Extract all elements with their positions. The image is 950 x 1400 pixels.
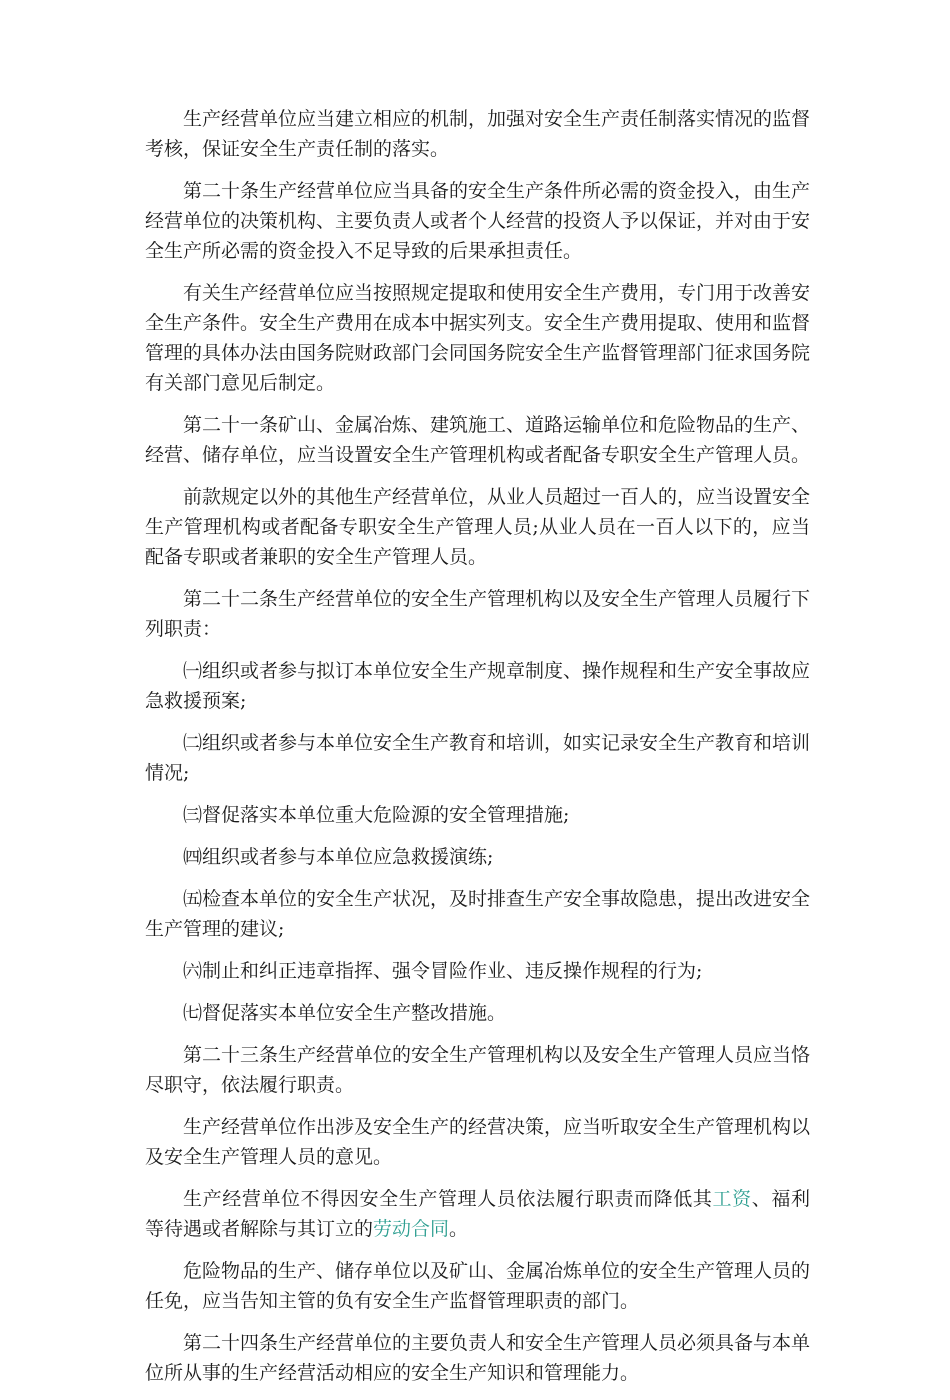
paragraph-responsibility-mechanism: 生产经营单位应当建立相应的机制，加强对安全生产责任制落实情况的监督考核，保证安全生产责任制的落实。 xyxy=(145,108,811,160)
list-item-duty-7: ㈦督促落实本单位安全生产整改措施。 xyxy=(183,1002,507,1024)
wages-link[interactable]: 工资 xyxy=(712,1188,752,1210)
paragraph-article-23: 第二十三条生产经营单位的安全生产管理机构以及安全生产管理人员应当恪尽职守，依法履行职责。 xyxy=(145,1044,811,1096)
paragraph-wages-contract xyxy=(145,1184,810,1244)
paragraph-article-22: 第二十二条生产经营单位的安全生产管理机构以及安全生产管理人员履行下列职责： xyxy=(145,588,811,640)
paragraph-appointment-notice: 危险物品的生产、储存单位以及矿山、金属冶炼单位的安全生产管理人员的任免，应当告知主管的负有安全生产监督管理职责的部门。 xyxy=(145,1260,811,1312)
list-item-duty-5: ㈤检查本单位的安全生产状况，及时排查生产安全事故隐患，提出改进安全生产管理的建议; xyxy=(145,888,811,940)
list-item-duty-4: ㈣组织或者参与本单位应急救援演练; xyxy=(183,846,494,868)
paragraph-business-decisions: 生产经营单位作出涉及安全生产的经营决策，应当听取安全生产管理机构以及安全生产管理人员的意见。 xyxy=(145,1116,811,1168)
paragraph-article-20: 第二十条生产经营单位应当具备的安全生产条件所必需的资金投入，由生产经营单位的决策机构、主要负责人或者个人经营的投资人予以保证，并对由于安全生产所必需的资金投入不足导致的后果承担责任。 xyxy=(145,180,811,262)
paragraph-other-units: 前款规定以外的其他生产经营单位，从业人员超过一百人的，应当设置安全生产管理机构或者配备专职安全生产管理人员;从业人员在一百人以下的，应当配备专职或者兼职的安全生产管理人员。 xyxy=(145,486,811,568)
list-item-duty-1: ㈠组织或者参与拟订本单位安全生产规章制度、操作规程和生产安全事故应急救援预案; xyxy=(145,660,811,712)
paragraph-article-21: 第二十一条矿山、金属冶炼、建筑施工、道路运输单位和危险物品的生产、经营、储存单位，应当设置安全生产管理机构或者配备专职安全生产管理人员。 xyxy=(145,414,811,466)
paragraph-safety-fees: 有关生产经营单位应当按照规定提取和使用安全生产费用，专门用于改善安全生产条件。安全生产费用在成本中据实列支。安全生产费用提取、使用和监督管理的具体办法由国务院财政部门会同国务院安全生产监督管理部门征求国务院有关部门意见后制定。 xyxy=(145,282,811,394)
paragraph-text: 。 xyxy=(449,1218,469,1240)
paragraph-text: 、福利等待遇或者解除与其订立的 xyxy=(145,1188,810,1240)
paragraph-text: 生产经营单位不得因安全生产管理人员依法履行职责而降低其 xyxy=(183,1188,713,1210)
list-item-duty-6: ㈥制止和纠正违章指挥、强令冒险作业、违反操作规程的行为; xyxy=(183,960,703,982)
labor-contract-link[interactable]: 劳动合同 xyxy=(373,1218,450,1240)
list-item-duty-3: ㈢督促落实本单位重大危险源的安全管理措施; xyxy=(183,804,570,826)
list-item-duty-2: ㈡组织或者参与本单位安全生产教育和培训，如实记录安全生产教育和培训情况; xyxy=(145,732,811,784)
document-body xyxy=(145,104,810,1400)
paragraph-article-24: 第二十四条生产经营单位的主要负责人和安全生产管理人员必须具备与本单位所从事的生产经营活动相应的安全生产知识和管理能力。 xyxy=(145,1332,811,1384)
